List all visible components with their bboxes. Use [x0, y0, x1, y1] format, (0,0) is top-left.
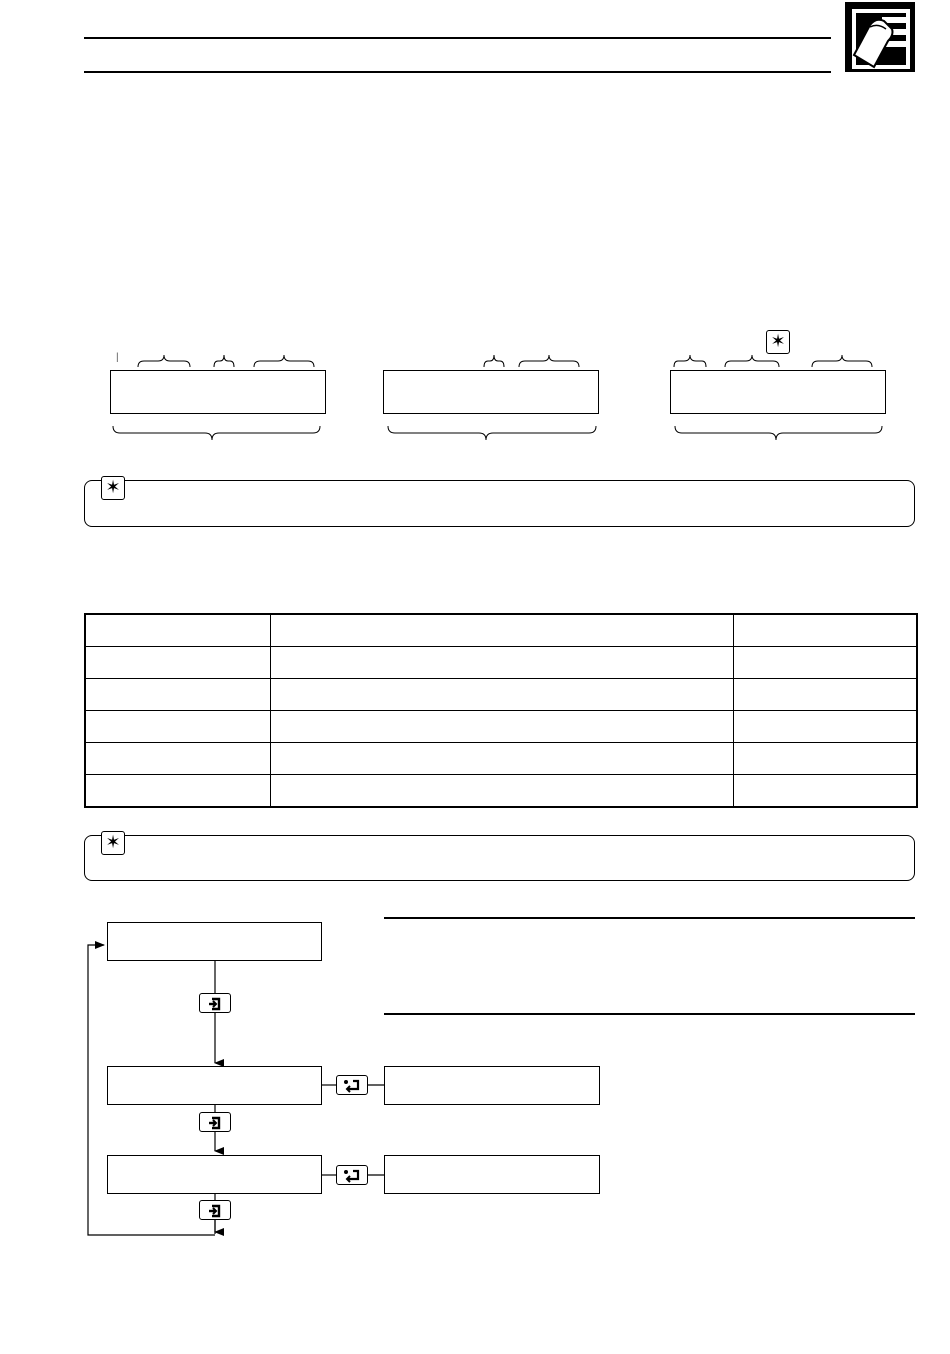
- enter-key-icon: [199, 1112, 231, 1132]
- enter-key-icon: [199, 1200, 231, 1220]
- asterisk-icon: ✶: [766, 330, 790, 354]
- return-key-icon: [336, 1075, 368, 1095]
- flow-box-start: [107, 922, 322, 961]
- flow-box-option-2: [384, 1155, 600, 1194]
- flow-box-step-2: [107, 1155, 322, 1194]
- panel-marker: |: [116, 352, 119, 363]
- return-key-icon: [336, 1165, 368, 1185]
- enter-key-icon: [199, 993, 231, 1013]
- flow-box-step-1: [107, 1066, 322, 1105]
- flow-box-option-1: [384, 1066, 600, 1105]
- asterisk-icon: ✶: [101, 831, 125, 855]
- asterisk-icon: ✶: [101, 476, 125, 500]
